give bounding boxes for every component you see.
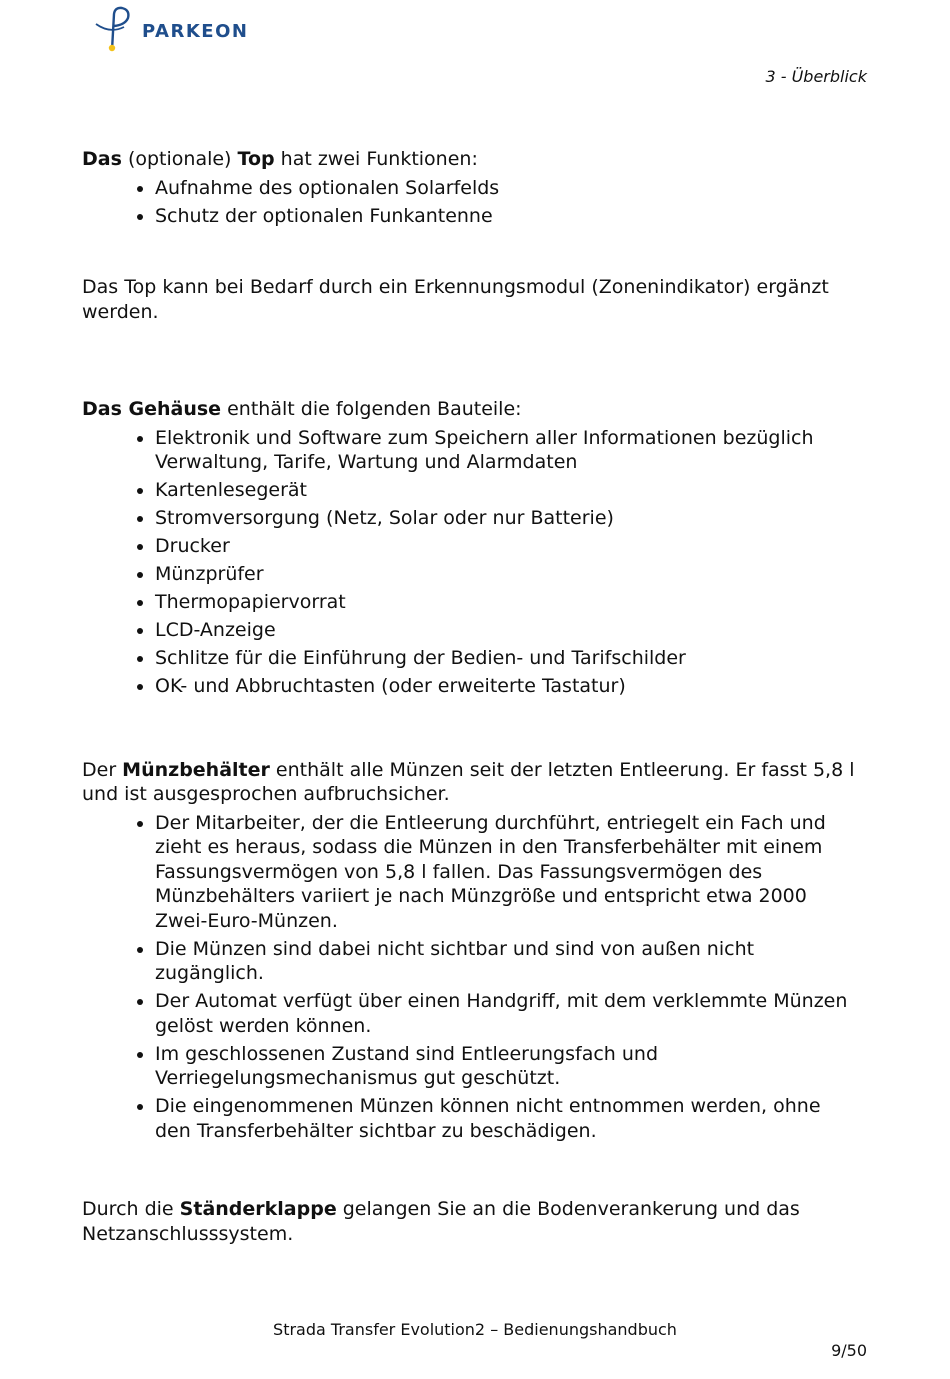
list-item: • Der Automat verfügt über einen Handgriff, mit dem verklemmte Münzen gelöst werden können. bbox=[155, 989, 862, 1038]
list-item: • Schutz der optionalen Funkantenne bbox=[155, 204, 862, 229]
list-item: • Im geschlossenen Zustand sind Entleerungsfach und Verriegelungsmechanismus gut geschützt. bbox=[155, 1042, 862, 1091]
coin-detail-list bbox=[82, 811, 862, 1144]
list-item: • LCD-Anzeige bbox=[155, 618, 862, 643]
logo-wordmark: PARKEON bbox=[142, 21, 249, 42]
top-text-2: hat zwei Funktionen: bbox=[274, 148, 478, 170]
list-item: • Drucker bbox=[155, 534, 862, 559]
coin-bold: Münzbehälter bbox=[122, 758, 270, 781]
housing-bold: Das Gehäuse bbox=[82, 398, 222, 420]
list-item: • Stromversorgung (Netz, Solar oder nur Batterie) bbox=[155, 506, 862, 531]
page-body bbox=[82, 147, 862, 1246]
list-item: • Die Münzen sind dabei nicht sichtbar und sind von außen nicht zugänglich. bbox=[155, 937, 862, 986]
top-text-1: (optionale) bbox=[121, 148, 238, 170]
list-item: • Aufnahme des optionalen Solarfelds bbox=[155, 176, 862, 201]
chapter-heading: 3 - Überblick bbox=[765, 67, 867, 86]
list-item: • Thermopapiervorrat bbox=[155, 590, 862, 615]
coin-intro bbox=[82, 758, 862, 807]
stand-bold: Ständerklappe bbox=[179, 1198, 337, 1220]
stand-text-1: Durch die bbox=[82, 1198, 180, 1220]
top-intro bbox=[82, 147, 862, 172]
housing-text: enthält die folgenden Bauteile: bbox=[221, 398, 522, 420]
housing-component-list bbox=[82, 426, 862, 699]
stand-paragraph bbox=[82, 1197, 862, 1246]
list-item: • Schlitze für die Einführung der Bedien- und Tarifschilder bbox=[155, 646, 862, 671]
top-note: Das Top kann bei Bedarf durch ein Erkennungsmodul (Zonenindikator) ergänzt werden. bbox=[82, 276, 829, 323]
top-bold-2: Top bbox=[237, 148, 275, 170]
parkeon-logo-icon bbox=[92, 4, 140, 56]
page-number: 9/50 bbox=[831, 1341, 867, 1360]
list-item: • Kartenlesegerät bbox=[155, 478, 862, 503]
top-function-list bbox=[82, 176, 862, 229]
parkeon-logo bbox=[92, 4, 292, 56]
stand-text-2: gelangen Sie an die Bodenverankerung und das Netzanschlusssystem. bbox=[82, 1198, 800, 1245]
list-item: • Der Mitarbeiter, der die Entleerung durchführt, entriegelt ein Fach und zieht es heraus, sodass die Münzen in den Transferbehälter mit einem Fassungsvermögen von 5,8 l fallen. Das Fassungsvermögen des Münzbehälters variiert je nach Münzgröße und entspricht etwa 2000 Zwei-Euro-Münzen. bbox=[155, 811, 862, 934]
footer-title: Strada Transfer Evolution2 – Bedienungshandbuch bbox=[273, 1320, 677, 1339]
housing-intro bbox=[82, 397, 862, 422]
coin-text-2: enthält alle Münzen seit der letzten Entleerung. Er fasst 5,8 l und ist ausgesprochen aufbruchsicher. bbox=[82, 758, 855, 805]
list-item: • Die eingenommenen Münzen können nicht entnommen werden, ohne den Transferbehälter sichtbar zu beschädigen. bbox=[155, 1094, 862, 1143]
list-item: • Elektronik und Software zum Speichern aller Informationen bezüglich Verwaltung, Tarife, Wartung und Alarmdaten bbox=[155, 426, 862, 475]
list-item: • OK- und Abbruchtasten (oder erweiterte Tastatur) bbox=[155, 674, 862, 699]
coin-text-1: Der bbox=[82, 758, 123, 781]
list-item: • Münzprüfer bbox=[155, 562, 862, 587]
top-bold-1: Das bbox=[82, 148, 122, 170]
